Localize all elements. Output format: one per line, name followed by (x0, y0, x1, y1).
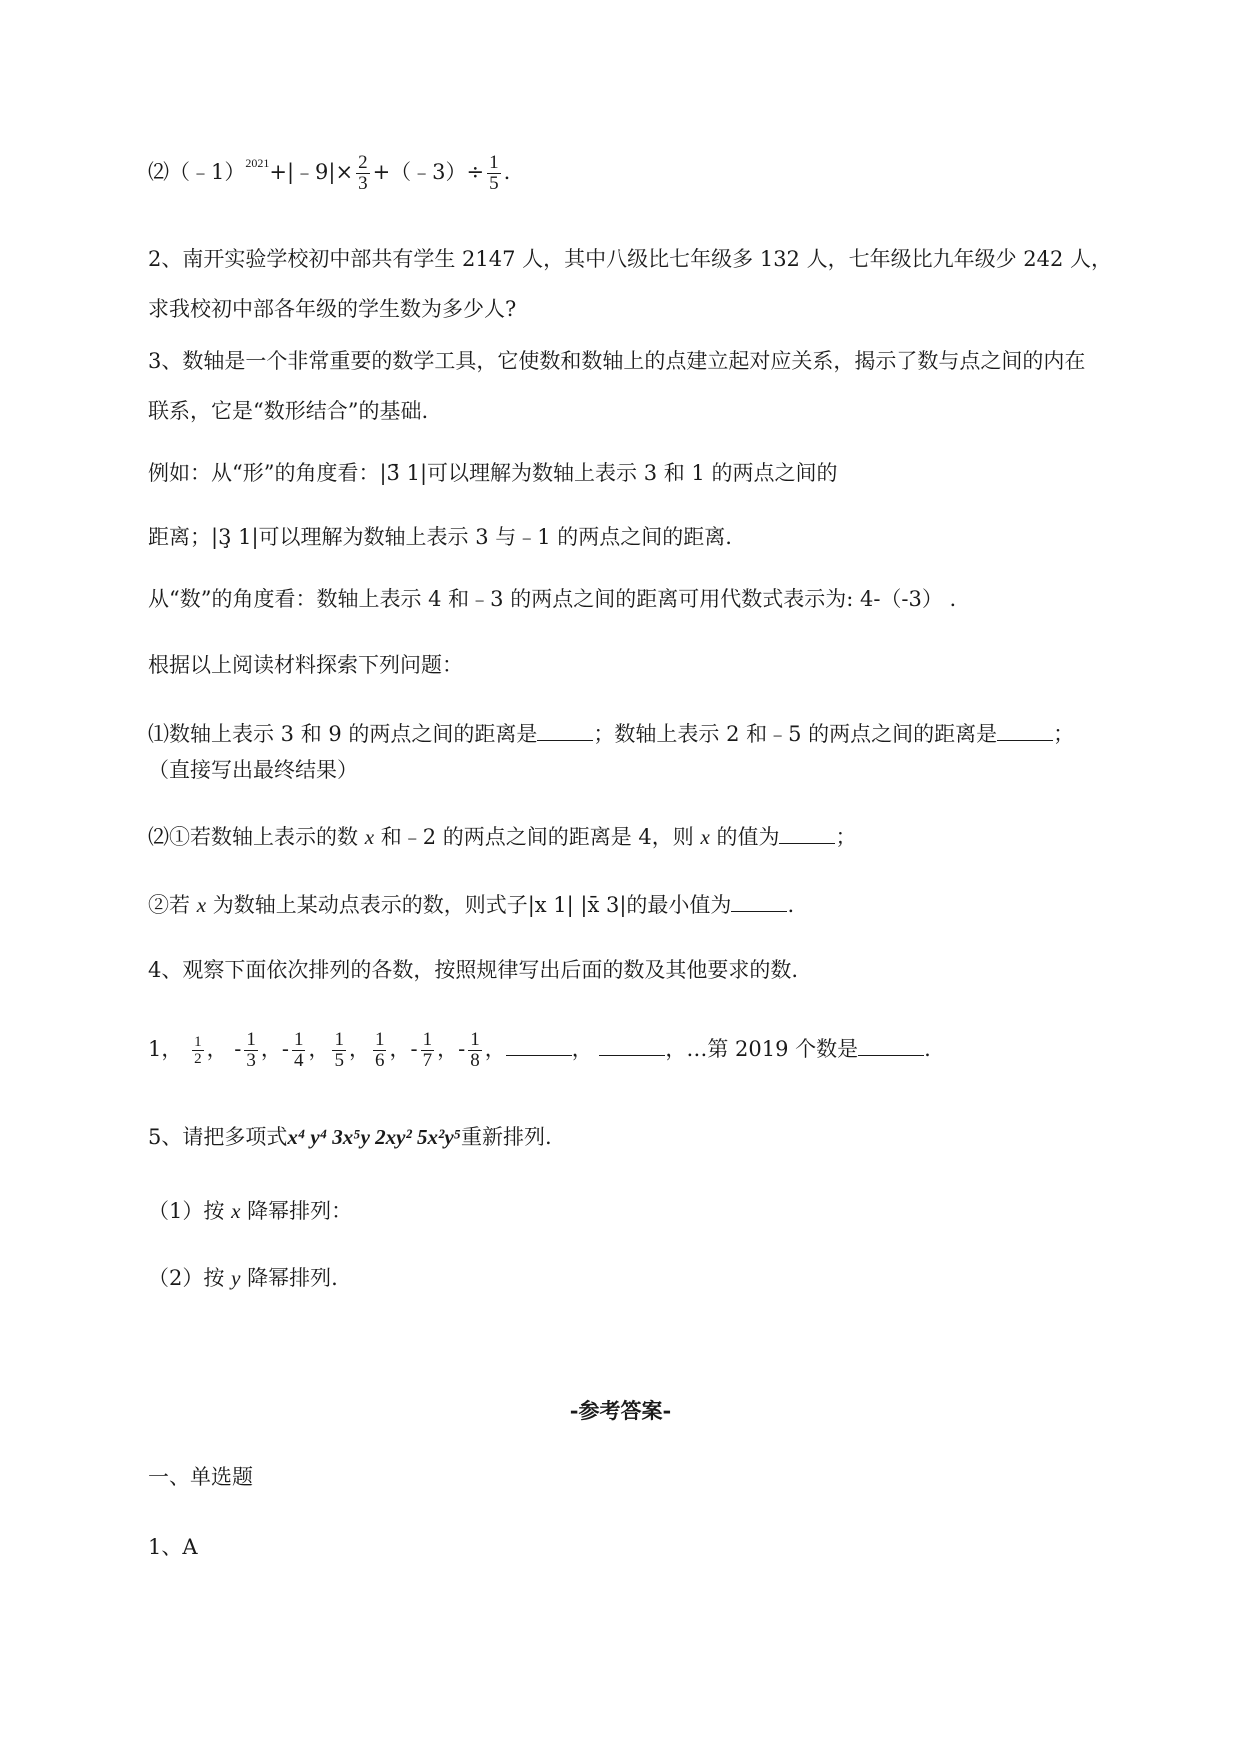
answer-1: 1、A (148, 1535, 198, 1559)
q5-part2-b: 降幂排列. (247, 1266, 338, 1290)
variable-x: x (700, 825, 710, 849)
q5-suffix: 重新排列. (460, 1125, 552, 1149)
minus-sign: - (458, 1037, 466, 1061)
q3-part3-text-c: . (787, 893, 795, 917)
fraction (244, 1030, 258, 1071)
fraction-numerator: 1 (489, 152, 499, 173)
sequence-terms (234, 1029, 506, 1071)
answer-blank (731, 889, 787, 912)
q3-part3-text-a: ②若 (148, 893, 190, 917)
q5-part1-b: 降幂排列： (247, 1199, 353, 1223)
fraction-denominator: 3 (246, 1050, 256, 1071)
q1-part2-mid: +|﹣9|× (269, 160, 354, 184)
fraction-one-half (192, 1034, 204, 1067)
q3-part1-text-b: ；数轴上表示 2 和﹣5 的两点之间的距离是 (593, 722, 998, 746)
comma: ， (437, 1037, 459, 1061)
q3-part2-text-c: 的值为 (716, 825, 780, 849)
q3-part1-text-a: ⑴数轴上表示 3 和 9 的两点之间的距离是 (148, 722, 538, 746)
answer-blank (599, 1033, 665, 1056)
q3-part1-text-c: ； (1053, 722, 1075, 746)
answer-blank (537, 718, 593, 741)
fraction-numerator: 1 (293, 1029, 304, 1050)
variable-y: y (231, 1266, 241, 1290)
fraction-numerator: 1 (246, 1029, 256, 1050)
q5-part1-a: （1）按 (148, 1199, 225, 1223)
comma: ， (348, 1037, 370, 1061)
fraction-numerator: 1 (194, 1034, 202, 1050)
answer-blank (779, 821, 835, 844)
answer-blank (858, 1033, 924, 1056)
fraction-denominator: 2 (194, 1051, 202, 1067)
section-heading: 一、单选题 (148, 1465, 253, 1489)
minus-sign: - (410, 1037, 418, 1061)
fraction-numerator: 1 (470, 1029, 480, 1050)
comma: ， (484, 1037, 506, 1061)
answer-blank (506, 1033, 572, 1056)
q4-sequence: 1， $\frac{1}{2}$ ， - $\frac{1}{3}$ ，- $\frac{1}{4}$ ， $\frac{1}{5}$ ， $\frac{1}{6}$ ，- $\frac{1}{7}$ ，- $\frac{1}{8}$ ， ， ，…第 2019 个数是 . (148, 1029, 931, 1071)
fraction-numerator: 2 (358, 152, 368, 173)
q5-part2-a: （2）按 (148, 1266, 225, 1290)
variable-x: x (231, 1199, 241, 1223)
q3-part1 (148, 718, 1074, 749)
q2-line1: 2、南开实验学校初中部共有学生 2147 人，其中八级比七年级多 132 人，七年级比九年级少 242 人， (148, 247, 1113, 271)
fraction (292, 1030, 306, 1071)
q3-example3: 从“数”的角度看：数轴上表示 4 和﹣3 的两点之间的距离可用代数式表示为: 4-（-3） . (148, 587, 957, 611)
fraction-numerator: 1 (374, 1029, 385, 1050)
q3-part3-text-b: 为数轴上某动点表示的数，则式子|x 1| |x̄ 3|的最小值为 (212, 893, 732, 917)
fraction-denominator: 6 (374, 1050, 385, 1071)
fraction (332, 1030, 346, 1071)
q4-line1: 4、观察下面依次排列的各数，按照规律写出后面的数及其他要求的数. (148, 958, 799, 982)
q4-tail-text: ，…第 2019 个数是 (665, 1037, 859, 1061)
q5-part2 (148, 1263, 338, 1293)
q3-example1: 例如：从“形”的角度看：|3̄ 1|可以理解为数轴上表示 3 和 1 的两点之间的 (148, 461, 838, 485)
variable-x: x (364, 825, 375, 849)
q3-line1: 3、数轴是一个非常重要的数学工具，它使数和数轴上的点建立起对应关系，揭示了数与点之间的内在 (148, 349, 1086, 373)
exponent: 2021 (245, 156, 270, 170)
fraction (468, 1030, 482, 1071)
variable-x: x (196, 893, 207, 917)
fraction (421, 1030, 435, 1071)
fraction-denominator: 5 (489, 173, 499, 194)
q4-end: . (924, 1037, 931, 1061)
sequence-term (458, 1029, 506, 1071)
fraction-denominator: 5 (334, 1050, 344, 1071)
q5-part1 (148, 1196, 352, 1226)
comma: ， (389, 1037, 411, 1061)
fraction-two-thirds (356, 153, 370, 194)
fraction-denominator: 4 (293, 1050, 304, 1071)
minus-sign: - (234, 1037, 242, 1061)
comma: ， (260, 1037, 282, 1061)
fraction-denominator: 7 (422, 1050, 433, 1071)
q1-part2-mid2: +（﹣3）÷ (372, 160, 485, 184)
q3-prompt: 根据以上阅读材料探索下列问题： (148, 653, 463, 677)
q3-part1-note: （直接写出最终结果） (148, 758, 358, 782)
q1-part2-label: ⑵（﹣1） (148, 160, 246, 184)
comma: ， (308, 1037, 330, 1061)
sequence-term (370, 1029, 411, 1071)
sequence-term (234, 1029, 282, 1071)
sequence-term (281, 1029, 330, 1071)
fraction-numerator: 1 (422, 1029, 433, 1050)
q3-part2-text-d: ； (835, 825, 857, 849)
sequence-first-term: 1， (148, 1037, 183, 1061)
minus-sign: - (281, 1037, 289, 1061)
q1-part2-end: . (503, 160, 511, 184)
sequence-term (329, 1029, 370, 1071)
fraction-numerator: 1 (334, 1029, 344, 1050)
fraction-one-fifth (487, 153, 501, 194)
q3-part2 (148, 821, 856, 852)
q1-part2 (148, 148, 510, 194)
q5-prefix: 5、请把多项式 (148, 1125, 288, 1149)
fraction (373, 1030, 387, 1071)
fraction-denominator: 8 (470, 1050, 480, 1071)
q5-line1 (148, 1122, 552, 1152)
q2-line2: 求我校初中部各年级的学生数为多少人? (148, 297, 517, 321)
q3-line2: 联系，它是“数形结合”的基础. (148, 399, 429, 423)
q3-part2-text-a: ⑵①若数轴上表示的数 (148, 825, 358, 849)
answer-blank (997, 718, 1053, 741)
sequence-term (410, 1029, 459, 1071)
polynomial: x⁴ y⁴ 3x⁵y 2xy² 5x²y⁵ (287, 1125, 461, 1149)
answer-key-title: -参考答案- (569, 1398, 672, 1423)
q3-example2: 距离；|3̧ 1|可以理解为数轴上表示 3 与﹣1 的两点之间的距离. (148, 525, 732, 549)
q3-part2-text-b: 和﹣2 的两点之间的距离是 4，则 (380, 825, 694, 849)
fraction-denominator: 3 (358, 173, 368, 194)
q3-part3 (148, 889, 794, 920)
